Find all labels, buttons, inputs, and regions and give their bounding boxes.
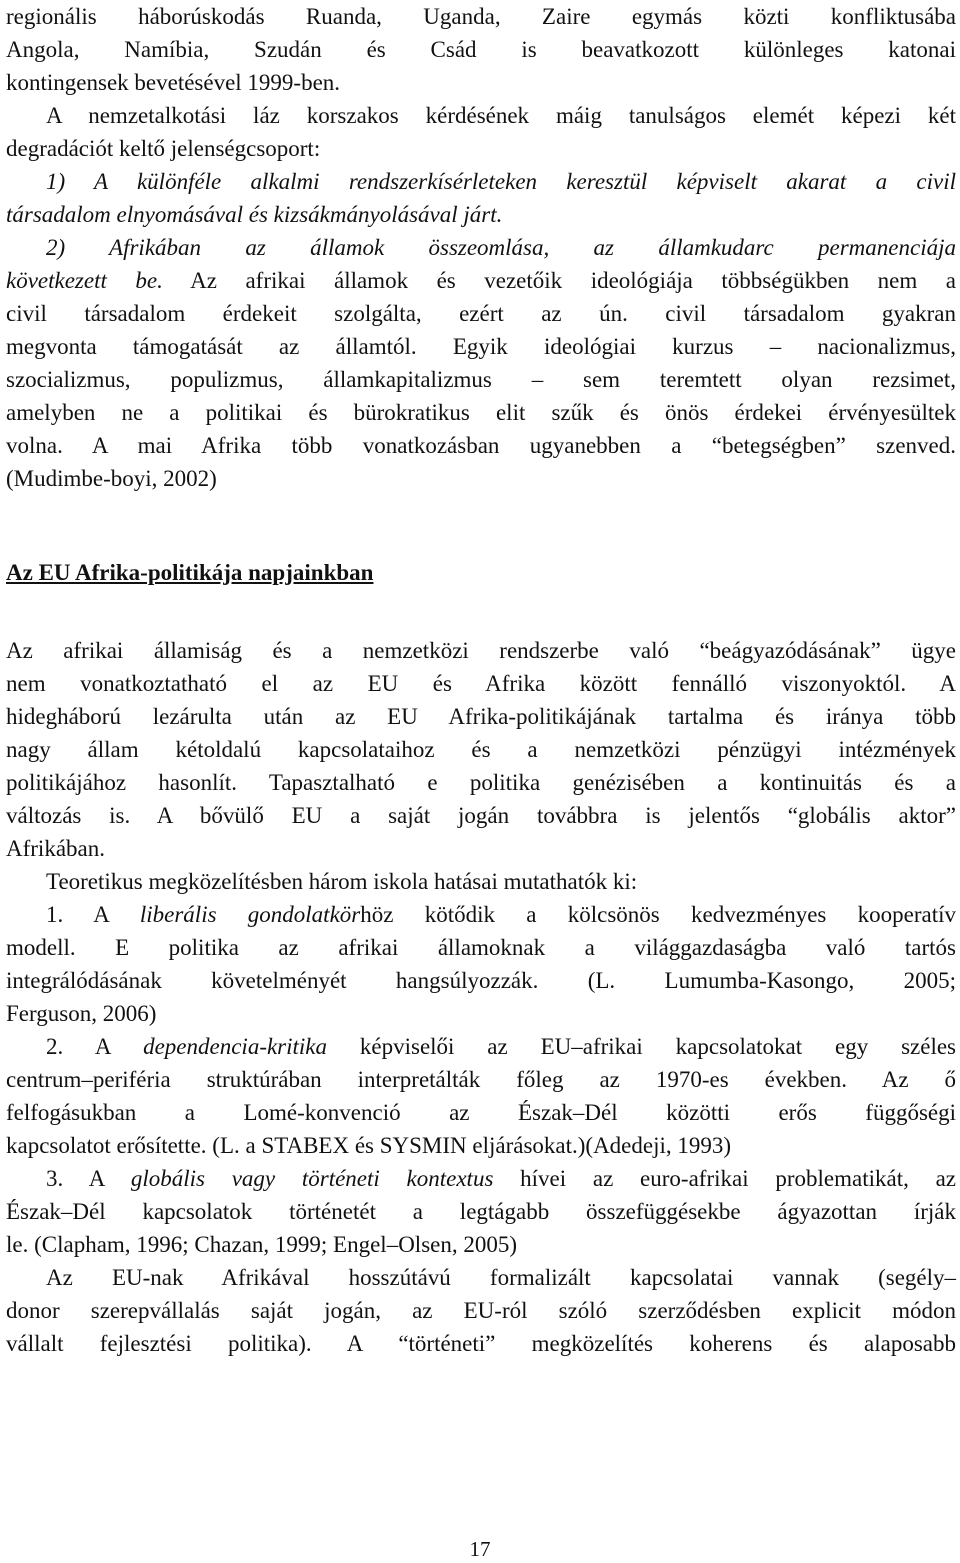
- text-line: kapcsolatot erősítette. (L. a STABEX és SYSMIN eljárásokat.)(Adedeji, 1993): [6, 1133, 732, 1158]
- text-line: nagy állam kétoldalú kapcsolataihoz és a nemzetközi pénzügyi intézmények: [6, 737, 956, 762]
- text-line: Teoretikus megközelítésben három iskola hatásai mutathatók ki:: [46, 869, 638, 894]
- numbered-item-3: [6, 1162, 956, 1195]
- text-line: kontingensek bevetésével 1999-ben.: [6, 70, 341, 95]
- text-line: A nemzetalkotási láz korszakos kérdésének máig tanulságos elemét képezi két: [46, 103, 956, 128]
- text-line: modell. E politika az afrikai államoknak a világgazdaságba való tartós: [6, 935, 956, 960]
- text-line: megvonta támogatását az államtól. Egyik ideológiai kurzus – nacionalizmus,: [6, 334, 956, 359]
- text-line-italic: társadalom elnyomásával és kizsákmányolásával járt.: [6, 202, 503, 227]
- text-line: regionális háborúskodás Ruanda, Uganda, Zaire egymás közti konfliktusába: [6, 4, 956, 29]
- list-item-1-italic: 1) A különféle alkalmi rendszerkísérleteken keresztül képviselt akarat a civil: [46, 169, 956, 194]
- text-line: vállalt fejlesztési politika). A “történeti” megközelítés koherens és alaposabb: [6, 1331, 956, 1356]
- italic-span: dependencia-kritika: [143, 1034, 328, 1059]
- text-line: amelyben ne a politikai és bürokratikus elit szűk és önös érdekei érvényesültek: [6, 400, 956, 425]
- text-line: változás is. A bővülő EU a saját jogán továbbra is jelentős “globális aktor”: [6, 803, 956, 828]
- text-line: civil társadalom érdekeit szolgálta, ezért az ún. civil társadalom gyakran: [6, 301, 956, 326]
- text-line: volna. A mai Afrika több vonatkozásban ugyanebben a “betegségben” szenved.: [6, 433, 956, 458]
- list-item-2-italic: 2) Afrikában az államok összeomlása, az államkudarc permanenciája: [46, 235, 956, 260]
- text-line: Ferguson, 2006): [6, 1001, 157, 1026]
- text-line: Az EU-nak Afrikával hosszútávú formalizált kapcsolatai vannak (segély–: [46, 1265, 956, 1290]
- page-number: 17: [469, 1537, 491, 1561]
- numbered-item-2: [6, 1030, 956, 1063]
- italic-span: liberális gondolatkör: [139, 902, 361, 927]
- text-line: Angola, Namíbia, Szudán és Csád is beavatkozott különleges katonai: [6, 37, 956, 62]
- text-span: 1. A: [46, 902, 140, 927]
- text-line: centrum–periféria struktúrában interpretálták főleg az 1970-es években. Az ő: [6, 1067, 956, 1092]
- section-heading: Az EU Afrika-politikája napjainkban: [6, 560, 374, 585]
- text-line: integrálódásának követelményét hangsúlyozzák. (L. Lumumba-Kasongo, 2005;: [6, 968, 956, 993]
- text-line: Afrikában.: [6, 836, 105, 861]
- text-line: degradációt keltő jelenségcsoport:: [6, 136, 321, 161]
- text-span: höz kötődik a kölcsönös kedvezményes kooperatív: [360, 902, 956, 927]
- text-span: hívei az euro-afrikai problematikát, az: [493, 1166, 956, 1191]
- text-line: hidegháború lezárulta után az EU Afrika-politikájának tartalma és iránya több: [6, 704, 956, 729]
- text-span: Az afrikai államok és vezetőik ideológiája többségükben nem a: [162, 268, 956, 293]
- text-line: donor szerepvállalás saját jogán, az EU-ról szóló szerződésben explicit módon: [6, 1298, 956, 1323]
- text-line: nem vonatkoztatható el az EU és Afrika között fennálló viszonyoktól. A: [6, 671, 956, 696]
- text-span: 3. A: [46, 1166, 131, 1191]
- text-line: le. (Clapham, 1996; Chazan, 1999; Engel–Olsen, 2005): [6, 1232, 518, 1257]
- italic-span: globális vagy történeti kontextus: [130, 1166, 494, 1191]
- italic-span: következett be.: [6, 268, 163, 293]
- citation-line: (Mudimbe-boyi, 2002): [6, 466, 217, 491]
- numbered-item-1: [6, 898, 956, 931]
- text-line: politikájához hasonlít. Tapasztalható e politika genézisében a kontinuitás és a: [6, 770, 956, 795]
- text-line: Az afrikai államiság és a nemzetközi rendszerbe való “beágyazódásának” ügye: [6, 638, 956, 663]
- text-span: 2. A: [46, 1034, 144, 1059]
- text-line: felfogásukban a Lomé-konvenció az Észak–Dél közötti erős függőségi: [6, 1100, 956, 1125]
- document-page: [6, 0, 956, 1360]
- text-span: képviselői az EU–afrikai kapcsolatokat egy széles: [327, 1034, 956, 1059]
- text-line: Észak–Dél kapcsolatok történetét a legtágabb összefüggésekbe ágyazottan írják: [6, 1199, 956, 1224]
- text-line: szocializmus, populizmus, államkapitalizmus – sem teremtett olyan rezsimet,: [6, 367, 956, 392]
- text-line: [6, 264, 956, 297]
